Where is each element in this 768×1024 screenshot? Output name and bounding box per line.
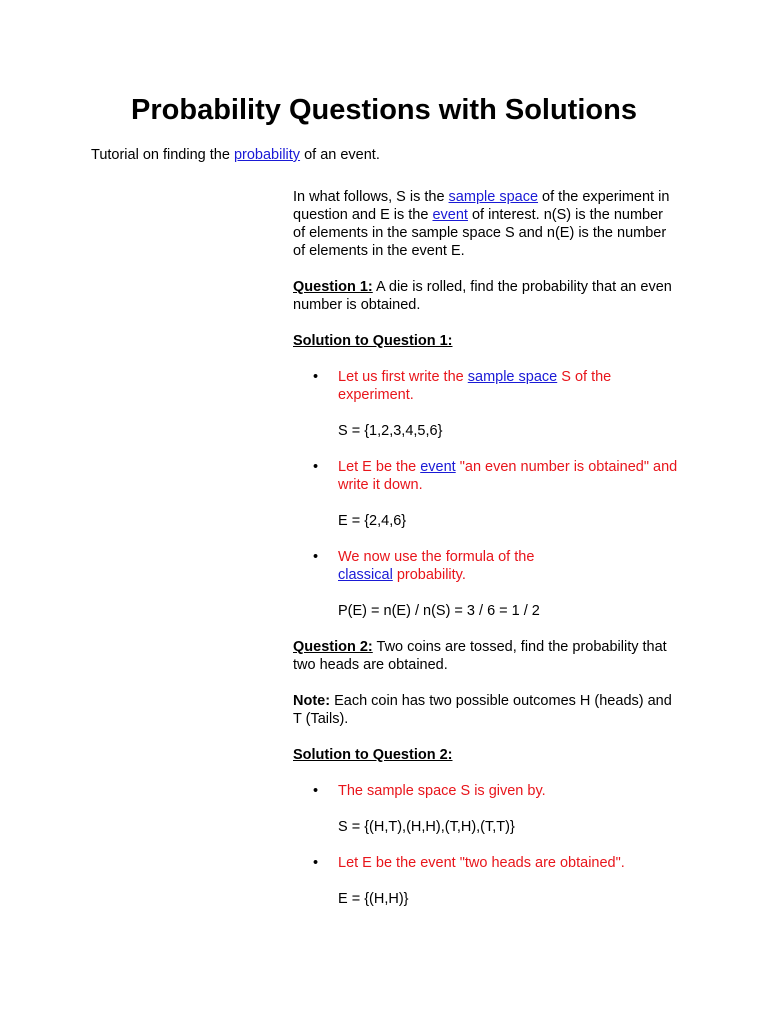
page-title: Probability Questions with Solutions xyxy=(131,94,637,126)
list-item xyxy=(293,368,678,440)
question-2-text: Two coins are tossed, find the probability that two heads are obtained. xyxy=(293,639,667,673)
question-2 xyxy=(293,638,678,674)
intro-text: Tutorial on finding the xyxy=(91,147,234,163)
list-item xyxy=(293,458,678,530)
note-label: Note: xyxy=(293,693,331,709)
formula: P(E) = n(E) / n(S) = 3 / 6 = 1 / 2 xyxy=(338,603,540,619)
bullet-icon: • xyxy=(313,369,319,385)
definitions-paragraph xyxy=(293,188,678,260)
question-2-label: Question 2: xyxy=(293,639,373,655)
solution-2-heading-paragraph xyxy=(293,746,678,764)
classical-link[interactable]: classical xyxy=(338,567,393,583)
article-body xyxy=(293,188,678,926)
list-item xyxy=(293,548,678,620)
step-text-part: probability. xyxy=(392,567,466,583)
step-text-part: We now use the formula of the xyxy=(338,549,535,565)
probability-link[interactable]: probability xyxy=(233,147,301,163)
bullet-icon: • xyxy=(313,855,319,871)
event-link[interactable]: event xyxy=(420,459,456,475)
step-text xyxy=(338,458,678,494)
step-text xyxy=(338,548,538,584)
step-text-part: S of the experiment. xyxy=(338,369,612,403)
solution-1-steps xyxy=(293,368,678,620)
solution-1-heading-paragraph xyxy=(293,332,678,350)
formula: E = {(H,H)} xyxy=(338,891,409,907)
step-text-part: Let us first write the xyxy=(338,369,468,385)
solution-2-heading: Solution to Question 2: xyxy=(293,747,453,763)
step-text: The sample space S is given by. xyxy=(338,783,546,799)
solution-2-steps xyxy=(293,782,678,908)
step-text xyxy=(338,368,678,404)
list-item xyxy=(293,782,678,836)
note-text: Each coin has two possible outcomes H (heads) and T (Tails). xyxy=(293,693,672,727)
question-1 xyxy=(293,278,678,314)
formula: S = {1,2,3,4,5,6} xyxy=(338,423,443,439)
definitions-text: of interest. n(S) is the number of elements in the sample space S and n(E) is the number of elements in the event E. xyxy=(293,207,667,259)
question-1-text: A die is rolled, find the probability that an even number is obtained. xyxy=(293,279,672,313)
event-link[interactable]: event xyxy=(432,207,468,223)
question-1-label: Question 1: xyxy=(293,279,373,295)
bullet-icon: • xyxy=(313,459,319,475)
formula: S = {(H,T),(H,H),(T,H),(T,T)} xyxy=(338,819,515,835)
sample-space-link[interactable]: sample space xyxy=(448,189,539,205)
bullet-icon: • xyxy=(313,783,319,799)
bullet-icon: • xyxy=(313,549,319,565)
step-text-part: "an even number is obtained" and write it down. xyxy=(338,459,678,493)
definitions-text: In what follows, S is the xyxy=(293,189,449,205)
formula: E = {2,4,6} xyxy=(338,513,407,529)
intro-text-end: of an event. xyxy=(300,147,380,163)
solution-1-heading: Solution to Question 1: xyxy=(293,333,453,349)
note xyxy=(293,692,678,728)
step-text-part: Let E be the xyxy=(338,459,421,475)
definitions-text: of the experiment in question and E is the xyxy=(293,189,670,223)
sample-space-link[interactable]: sample space xyxy=(467,369,558,385)
intro-paragraph xyxy=(91,146,380,164)
list-item xyxy=(293,854,678,908)
step-text: Let E be the event "two heads are obtained". xyxy=(338,855,625,871)
